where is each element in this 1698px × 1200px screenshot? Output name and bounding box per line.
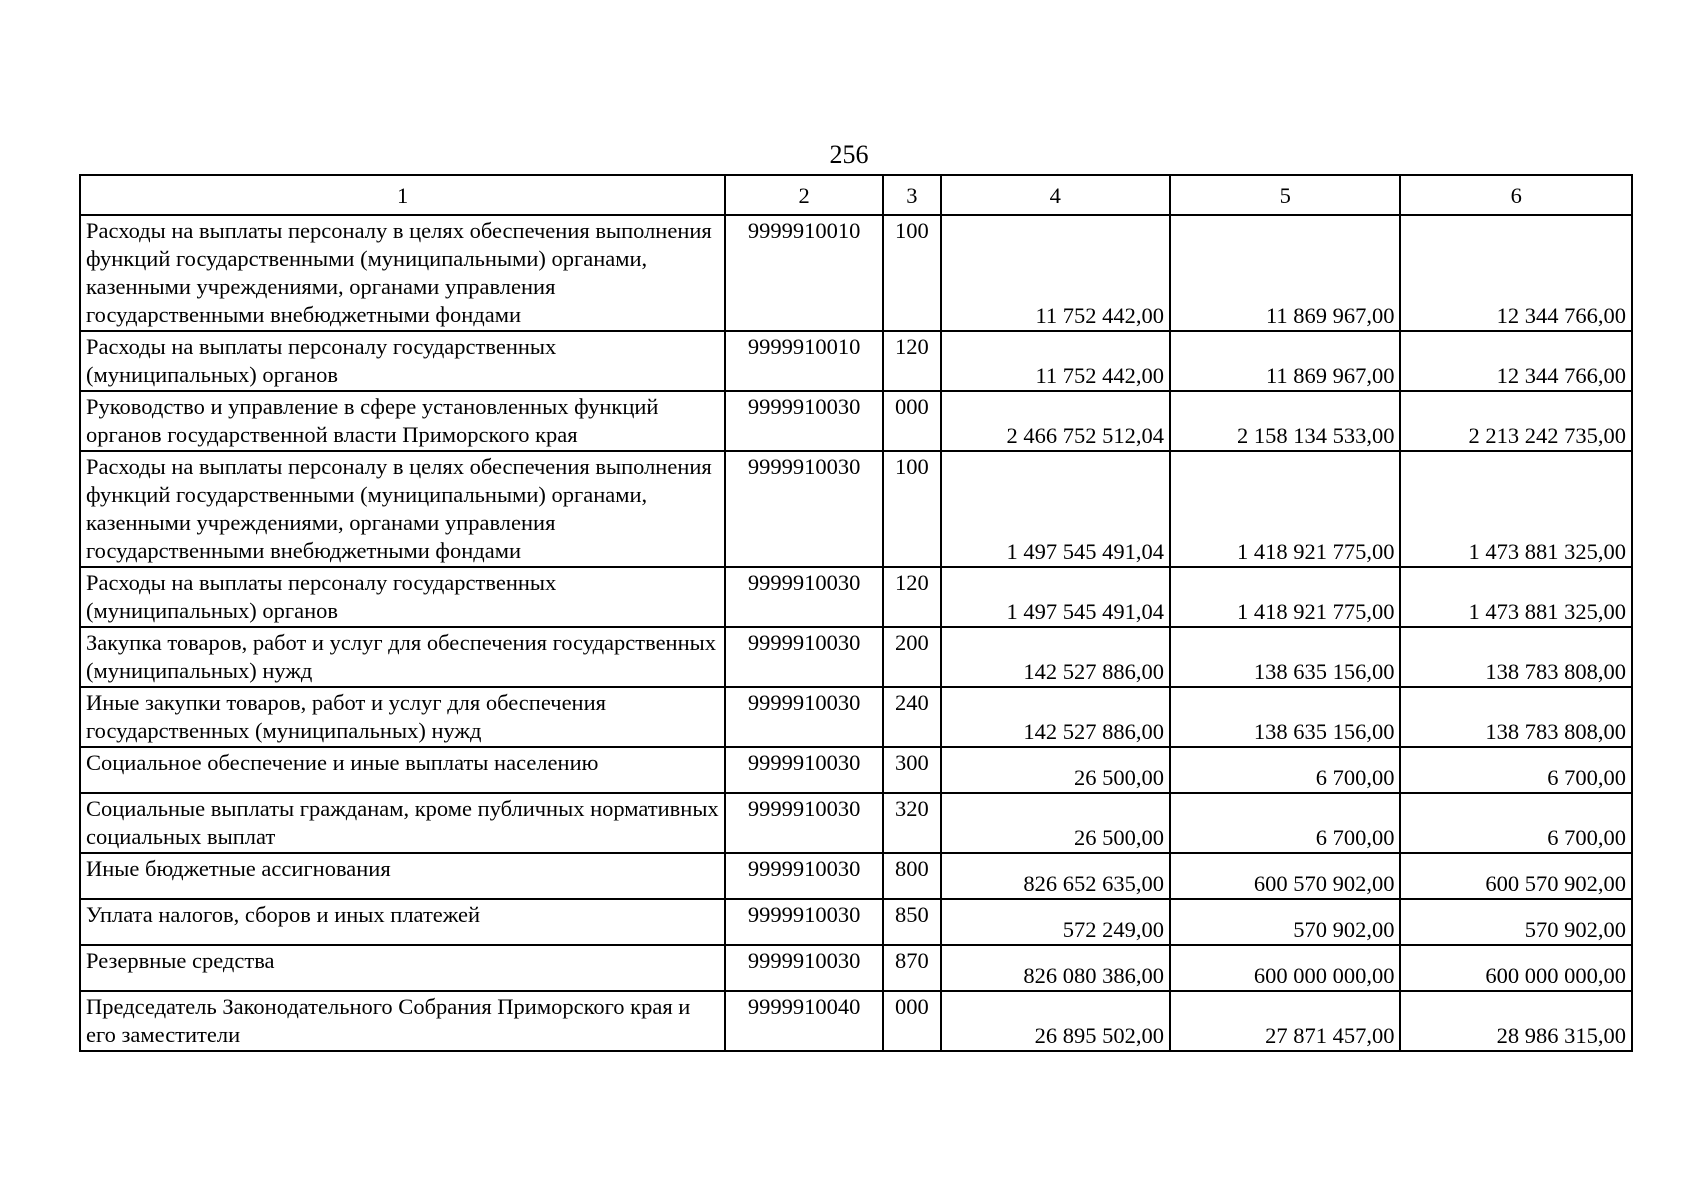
row-amount-col6: 1 473 881 325,00 [1400,451,1632,567]
row-expense-type: 120 [883,331,940,391]
table-row [80,687,1632,747]
row-name: Расходы на выплаты персоналу государственных (муниципальных) органов [80,567,725,627]
row-amount-col5: 138 635 156,00 [1170,627,1400,687]
row-code: 9999910030 [725,567,883,627]
row-name: Резервные средства [80,945,725,991]
row-amount-col4: 26 895 502,00 [941,991,1170,1051]
row-expense-type: 100 [883,215,940,331]
table-row [80,331,1632,391]
row-amount-col6: 570 902,00 [1400,899,1632,945]
table-row [80,853,1632,899]
table-row [80,899,1632,945]
row-amount-col4: 1 497 545 491,04 [941,567,1170,627]
row-name: Иные закупки товаров, работ и услуг для обеспечения государственных (муниципальных) нужд [80,687,725,747]
row-code: 9999910030 [725,853,883,899]
row-amount-col4: 142 527 886,00 [941,687,1170,747]
row-expense-type: 850 [883,899,940,945]
table-row [80,945,1632,991]
row-expense-type: 320 [883,793,940,853]
row-code: 9999910030 [725,747,883,793]
row-code: 9999910010 [725,215,883,331]
row-amount-col5: 1 418 921 775,00 [1170,567,1400,627]
row-code: 9999910030 [725,451,883,567]
row-amount-col5: 6 700,00 [1170,747,1400,793]
row-amount-col4: 11 752 442,00 [941,215,1170,331]
row-name: Расходы на выплаты персоналу государственных (муниципальных) органов [80,331,725,391]
row-expense-type: 300 [883,747,940,793]
row-code: 9999910010 [725,331,883,391]
row-amount-col5: 138 635 156,00 [1170,687,1400,747]
row-name: Расходы на выплаты персоналу в целях обеспечения выполнения функций государственными (муниципальными) органами, казенными учреждениями, органами управления государственными внебюджетными фондами [80,215,725,331]
row-name: Руководство и управление в сфере установленных функций органов государственной власти Приморского края [80,391,725,451]
row-code: 9999910030 [725,627,883,687]
row-amount-col4: 1 497 545 491,04 [941,451,1170,567]
row-expense-type: 240 [883,687,940,747]
table-row [80,451,1632,567]
table-row [80,793,1632,853]
column-number-header: 5 [1170,175,1400,215]
column-number-header: 2 [725,175,883,215]
row-amount-col4: 26 500,00 [941,793,1170,853]
row-amount-col6: 28 986 315,00 [1400,991,1632,1051]
row-amount-col5: 11 869 967,00 [1170,215,1400,331]
table-row [80,215,1632,331]
row-name: Социальные выплаты гражданам, кроме публичных нормативных социальных выплат [80,793,725,853]
column-number-header: 6 [1400,175,1632,215]
row-code: 9999910030 [725,391,883,451]
row-amount-col5: 27 871 457,00 [1170,991,1400,1051]
row-amount-col4: 2 466 752 512,04 [941,391,1170,451]
row-expense-type: 200 [883,627,940,687]
row-amount-col6: 6 700,00 [1400,793,1632,853]
row-amount-col6: 1 473 881 325,00 [1400,567,1632,627]
budget-table [79,174,1633,1052]
table-row [80,391,1632,451]
row-name: Закупка товаров, работ и услуг для обеспечения государственных (муниципальных) нужд [80,627,725,687]
row-amount-col4: 11 752 442,00 [941,331,1170,391]
column-number-header: 3 [883,175,940,215]
row-amount-col6: 2 213 242 735,00 [1400,391,1632,451]
row-amount-col5: 600 570 902,00 [1170,853,1400,899]
row-name: Уплата налогов, сборов и иных платежей [80,899,725,945]
row-amount-col5: 570 902,00 [1170,899,1400,945]
row-amount-col4: 826 652 635,00 [941,853,1170,899]
row-amount-col6: 12 344 766,00 [1400,331,1632,391]
row-amount-col5: 6 700,00 [1170,793,1400,853]
row-name: Иные бюджетные ассигнования [80,853,725,899]
row-expense-type: 000 [883,991,940,1051]
row-code: 9999910030 [725,793,883,853]
table-row [80,991,1632,1051]
column-number-header: 4 [941,175,1170,215]
row-amount-col6: 600 570 902,00 [1400,853,1632,899]
row-expense-type: 120 [883,567,940,627]
row-code: 9999910040 [725,991,883,1051]
row-amount-col4: 826 080 386,00 [941,945,1170,991]
row-name: Председатель Законодательного Собрания Приморского края и его заместители [80,991,725,1051]
table-header-row [80,175,1632,215]
table-row [80,747,1632,793]
table-row [80,627,1632,687]
row-amount-col6: 138 783 808,00 [1400,627,1632,687]
row-name: Расходы на выплаты персоналу в целях обеспечения выполнения функций государственными (муниципальными) органами, казенными учреждениями, органами управления государственными внебюджетными фондами [80,451,725,567]
row-amount-col4: 26 500,00 [941,747,1170,793]
row-amount-col5: 600 000 000,00 [1170,945,1400,991]
row-amount-col4: 572 249,00 [941,899,1170,945]
row-code: 9999910030 [725,945,883,991]
row-code: 9999910030 [725,899,883,945]
row-expense-type: 870 [883,945,940,991]
row-amount-col6: 6 700,00 [1400,747,1632,793]
row-amount-col6: 600 000 000,00 [1400,945,1632,991]
row-name: Социальное обеспечение и иные выплаты населению [80,747,725,793]
row-expense-type: 800 [883,853,940,899]
row-amount-col6: 138 783 808,00 [1400,687,1632,747]
row-amount-col4: 142 527 886,00 [941,627,1170,687]
row-amount-col5: 11 869 967,00 [1170,331,1400,391]
row-expense-type: 100 [883,451,940,567]
row-amount-col5: 2 158 134 533,00 [1170,391,1400,451]
row-expense-type: 000 [883,391,940,451]
row-amount-col5: 1 418 921 775,00 [1170,451,1400,567]
page-number: 256 [829,140,869,169]
table-row [80,567,1632,627]
row-amount-col6: 12 344 766,00 [1400,215,1632,331]
column-number-header: 1 [80,175,725,215]
row-code: 9999910030 [725,687,883,747]
